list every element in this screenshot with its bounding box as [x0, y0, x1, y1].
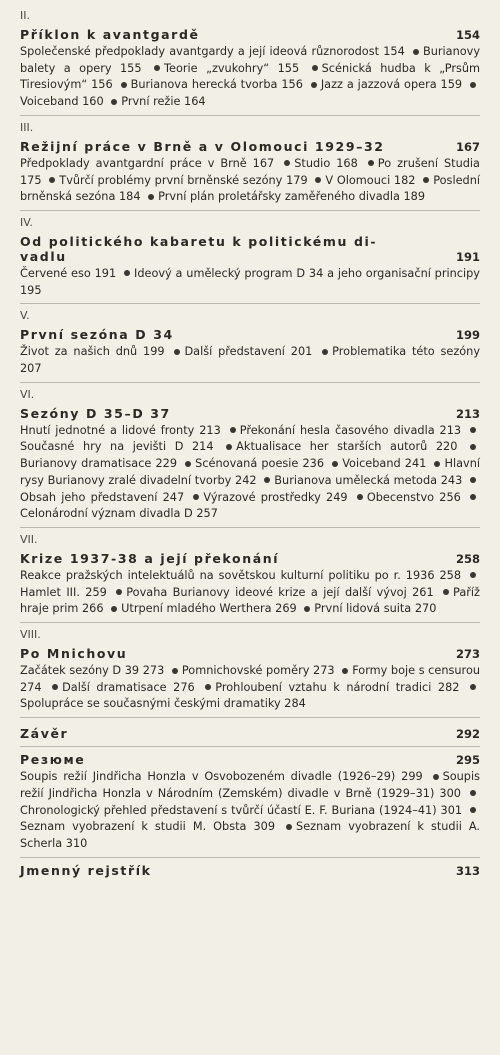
bullet-dot-icon [470, 572, 476, 578]
bullet-dot-icon [434, 461, 440, 467]
bullet-dot-icon [470, 427, 476, 433]
toc-entry[interactable]: Překonání hesla časového divadla 213 [239, 423, 462, 437]
toc-entry[interactable]: Seznam vyobrazení k studii A. Scherla 310 [20, 820, 480, 850]
toc-entry[interactable]: Současné hry na jevišti D 214 [20, 440, 214, 454]
bullet-dot-icon [470, 494, 476, 500]
toc-entry[interactable]: Další představení 201 [184, 345, 313, 359]
section-divider [20, 857, 480, 858]
bullet-dot-icon [470, 684, 476, 690]
section-divider [20, 210, 480, 211]
chapter-heading[interactable] [20, 752, 480, 768]
toc-entry[interactable]: Utrpení mladého Werthera 269 [121, 602, 297, 616]
chapter-title: Sezóny D 35–D 37 [20, 405, 171, 421]
toc-entry[interactable]: Po zrušení Studia 175 [20, 156, 480, 187]
chapter-entries [20, 344, 480, 377]
chapter-title: První sezóna D 34 [20, 327, 174, 343]
toc-entry[interactable]: V Olomouci 182 [325, 173, 416, 187]
section-divider [20, 746, 480, 747]
section-divider [20, 303, 480, 304]
chapter-heading[interactable] [20, 139, 480, 155]
toc-section-5 [20, 309, 480, 382]
chapter-number: V. [20, 309, 30, 323]
chapter-number: VI. [20, 387, 35, 401]
toc-entry[interactable]: Hamlet III. 259 [20, 585, 107, 599]
bullet-dot-icon [413, 49, 419, 55]
bullet-dot-icon [368, 160, 374, 166]
toc-entry[interactable]: Výrazové prostředky 249 [203, 490, 348, 504]
chapter-title: Krize 1937-38 a její překonání [20, 550, 280, 566]
toc-entry[interactable]: Hlavní rysy Burianovy zralé divadelní tvorby 242 [20, 457, 481, 487]
chapter-heading[interactable] [20, 234, 480, 265]
bullet-dot-icon [470, 82, 476, 88]
bullet-dot-icon [470, 807, 476, 813]
toc-entry[interactable]: Scénovaná poesie 236 [195, 457, 325, 471]
chapter-number: III. [20, 120, 34, 134]
section-divider [20, 527, 480, 528]
chapter-page-number: 292 [455, 727, 480, 742]
toc-entry[interactable]: Burianovy dramatisace 229 [20, 457, 178, 471]
toc-entry[interactable]: Společenské předpoklady avantgardy a její ideová různorodost 154 [20, 45, 405, 58]
bullet-dot-icon [174, 349, 180, 355]
toc-entry[interactable]: Voiceband 160 [20, 95, 104, 109]
bullet-dot-icon [264, 477, 270, 483]
toc-section-7 [20, 533, 480, 623]
chapter-entries [20, 568, 480, 618]
toc-entry[interactable]: Obecenstvo 256 [366, 490, 461, 504]
chapter-entries [20, 663, 480, 713]
section-divider [20, 622, 480, 623]
bullet-dot-icon [116, 589, 122, 595]
toc-entry[interactable]: Scénická hudba k „Prsům Tiresiovým“ 156 [20, 61, 481, 92]
chapter-title: Резюме [20, 752, 86, 768]
chapter-number: IV. [20, 215, 33, 229]
bullet-dot-icon [185, 461, 191, 467]
bullet-dot-icon [111, 606, 117, 612]
toc-entry[interactable]: Prohloubení vztahu k národní tradici 282 [215, 680, 460, 694]
bullet-dot-icon [154, 65, 160, 71]
bullet-dot-icon [470, 444, 476, 450]
toc-entry[interactable]: Voiceband 241 [342, 457, 427, 471]
toc-section-2 [20, 9, 480, 116]
bullet-dot-icon [230, 427, 236, 433]
section-divider [20, 115, 480, 116]
toc-entry[interactable]: Další dramatisace 276 [62, 680, 195, 694]
toc-section-6 [20, 388, 480, 528]
toc-entry[interactable]: Burianova umělecká metoda 243 [274, 473, 463, 487]
chapter-title-line-2: vadlu [20, 248, 67, 264]
toc-entry[interactable]: Seznam vyobrazení k studii M. Obsta 309 [20, 820, 276, 834]
toc-entry[interactable]: Předpoklady avantgardní práce v Brně 167 [20, 156, 275, 170]
toc-entry[interactable]: Jazz a jazzová opera 159 [320, 78, 463, 92]
chapter-entries [20, 156, 480, 206]
chapter-heading[interactable] [20, 551, 480, 567]
bullet-dot-icon [172, 668, 178, 674]
chapter-heading[interactable] [20, 726, 480, 742]
toc-entry[interactable]: Paříž hraje prim 266 [20, 585, 480, 616]
chapter-entries [20, 266, 480, 299]
toc-section-index [20, 863, 480, 879]
toc-section-summary [20, 752, 480, 858]
chapter-page-number: 313 [455, 863, 480, 878]
bullet-dot-icon [443, 589, 449, 595]
bullet-dot-icon [284, 160, 290, 166]
toc-entry[interactable]: Červené eso 191 [20, 266, 117, 280]
bullet-dot-icon [148, 194, 154, 200]
toc-entry[interactable]: První režie 164 [121, 95, 206, 109]
chapter-title: Jmenný rejstřík [20, 862, 152, 878]
chapter-entries [20, 769, 480, 853]
toc-entry[interactable]: Poslední brněnská sezóna 184 [20, 173, 480, 204]
toc-entry[interactable]: Formy boje s censurou 274 [20, 664, 481, 694]
chapter-heading[interactable] [20, 27, 480, 43]
chapter-page-number: 154 [455, 28, 480, 42]
chapter-page-number: 213 [455, 406, 480, 421]
bullet-dot-icon [304, 606, 310, 612]
toc-entry[interactable]: Teorie „zvukohry“ 155 [164, 61, 300, 75]
section-divider [20, 717, 480, 718]
chapter-page-number: 167 [455, 139, 480, 154]
chapter-title-line-1: Od politického kabaretu k politickému di- [20, 233, 378, 249]
toc-section-8 [20, 628, 480, 718]
bullet-dot-icon [286, 824, 292, 830]
chapter-heading[interactable] [20, 406, 480, 422]
toc-entry[interactable]: Burianova herecká tvorba 156 [130, 78, 303, 92]
toc-entry[interactable]: Soupis režií Jindřicha Honzla v Osvobozeném divadle (1926–29) 299 [20, 770, 423, 784]
toc-entry[interactable]: Tvůrčí problémy první brněnské sezóny 179 [59, 173, 308, 187]
chapter-page-number: 273 [455, 647, 480, 662]
toc-entry[interactable]: Ideový a umělecký program D 34 a jeho organisační principy 195 [20, 266, 480, 297]
toc-entry[interactable]: Chronologický přehled představení s tvůrčí účastí E. F. Buriana (1924–41) 301 [20, 803, 463, 817]
bullet-dot-icon [226, 444, 232, 450]
bullet-dot-icon [311, 82, 317, 88]
toc-section-conclusion [20, 726, 480, 747]
bullet-dot-icon [433, 774, 439, 780]
bullet-dot-icon [312, 65, 318, 71]
toc-entry[interactable]: Obsah jeho představení 247 [20, 490, 185, 504]
chapter-title: Příklon k avantgardě [20, 27, 200, 42]
bullet-dot-icon [52, 684, 58, 690]
toc-entry[interactable]: Pomnichovské poměry 273 [181, 664, 335, 678]
chapter-number: II. [20, 9, 30, 22]
bullet-dot-icon [322, 349, 328, 355]
bullet-dot-icon [470, 790, 476, 796]
chapter-entries [20, 44, 480, 111]
bullet-dot-icon [342, 668, 348, 674]
bullet-dot-icon [205, 684, 211, 690]
chapter-entries [20, 423, 480, 523]
bullet-dot-icon [49, 177, 55, 183]
chapter-page-number: 295 [455, 753, 480, 768]
chapter-heading[interactable] [20, 327, 480, 343]
chapter-title-line-2-row [20, 249, 480, 265]
bullet-dot-icon [470, 477, 476, 483]
bullet-dot-icon [193, 494, 199, 500]
toc-section-3 [20, 121, 480, 211]
toc-entry[interactable]: Celonárodní význam divadla D 257 [20, 507, 218, 521]
bullet-dot-icon [315, 177, 321, 183]
toc-section-4 [20, 216, 480, 304]
chapter-page-number: 199 [455, 328, 480, 343]
bullet-dot-icon [357, 494, 363, 500]
toc-entry[interactable]: Burianovy balety a opery 155 [20, 45, 481, 75]
toc-entry[interactable]: První lidová suita 270 [314, 602, 437, 616]
toc-entry[interactable]: Studio 168 [294, 156, 358, 170]
bullet-dot-icon [332, 461, 338, 467]
toc-entry[interactable]: Život za našich dnů 199 [20, 345, 165, 359]
bullet-dot-icon [423, 177, 429, 183]
toc-entry[interactable]: Soupis režií Jindřicha Honzla v Národním (Zemském) divadle v Brně (1929–31) 300 [20, 770, 480, 800]
chapter-title: Závěr [20, 726, 69, 742]
toc-entry[interactable]: Aktualisace her starších autorů 220 [236, 440, 458, 454]
chapter-number: VII. [20, 532, 38, 546]
toc-entry[interactable]: Hnutí jednotné a lidové fronty 213 [20, 423, 221, 437]
chapter-title: Režijní práce v Brně a v Olomouci 1929–32 [20, 138, 385, 154]
bullet-dot-icon [121, 82, 127, 88]
chapter-number: VIII. [20, 628, 41, 642]
toc-entry[interactable]: Povaha Burianovy ideové krize a její další vývoj 261 [126, 585, 434, 599]
toc-entry[interactable]: Spolupráce se současnými českými dramatiky 284 [20, 697, 306, 711]
toc-entry[interactable]: Problematika této sezóny 207 [20, 345, 481, 376]
chapter-page-number: 191 [455, 249, 480, 264]
chapter-heading[interactable] [20, 863, 480, 879]
chapter-heading[interactable] [20, 646, 480, 662]
toc-entry[interactable]: Začátek sezóny D 39 273 [20, 664, 165, 678]
section-divider [20, 382, 480, 383]
toc-entry[interactable]: První plán proletářsky zaměřeného divadla 189 [158, 190, 426, 204]
bullet-dot-icon [111, 99, 117, 105]
toc-entry[interactable]: Reakce pražských intelektuálů na sovětskou kulturní politiku po r. 1936 258 [20, 568, 462, 582]
chapter-page-number: 258 [455, 551, 480, 566]
chapter-title: Po Mnichovu [20, 646, 128, 662]
bullet-dot-icon [124, 270, 130, 276]
